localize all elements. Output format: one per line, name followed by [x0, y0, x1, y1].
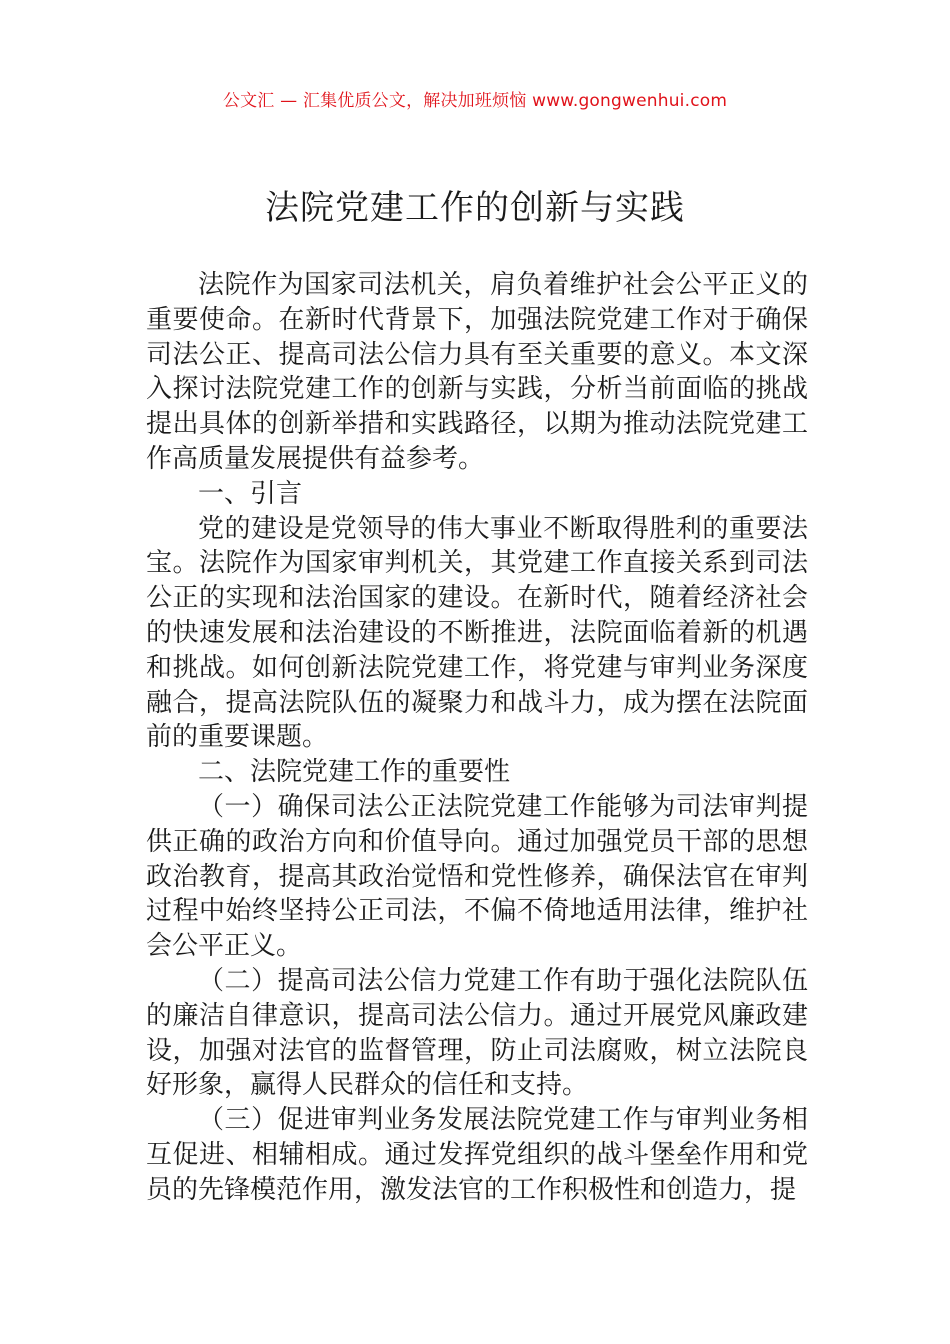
paragraph-judicial-fairness: （一）确保司法公正法院党建工作能够为司法审判提供正确的政治方向和价值导向。通过加强党员干部的思想政治教育，提高其政治觉悟和党性修养，确保法官在审判过程中始终坚持公正司法，不偏不倚地适用法律，维护社会公平正义。	[146, 791, 808, 962]
paragraph-introduction: 党的建设是党领导的伟大事业不断取得胜利的重要法宝。法院作为国家审判机关，其党建工作直接关系到司法公正的实现和法治国家的建设。在新时代，随着经济社会的快速发展和法治建设的不断推进，法院面临着新的机遇和挑战。如何创新法院党建工作，将党建与审判业务深度融合，提高法院队伍的凝聚力和战斗力，成为摆在法院面前的重要课题。	[146, 513, 808, 753]
document-body	[146, 268, 808, 1208]
paragraph-abstract: 法院作为国家司法机关，肩负着维护社会公平正义的重要使命。在新时代背景下，加强法院党建工作对于确保司法公正、提高司法公信力具有至关重要的意义。本文深入探讨法院党建工作的创新与实践，分析当前面临的挑战提出具体的创新举措和实践路径，以期为推动法院党建工作高质量发展提供有益参考。	[146, 270, 808, 474]
paragraph-trial-development: （三）促进审判业务发展法院党建工作与审判业务相互促进、相辅相成。通过发挥党组织的战斗堡垒作用和党员的先锋模范作用，激发法官的工作积极性和创造力，提	[146, 1105, 808, 1205]
paragraph-judicial-credibility: （二）提高司法公信力党建工作有助于强化法院队伍的廉洁自律意识，提高司法公信力。通过开展党风廉政建设，加强对法官的监督管理，防止司法腐败，树立法院良好形象，赢得人民群众的信任和支持。	[146, 965, 808, 1101]
document-title: 法院党建工作的创新与实践	[265, 188, 685, 228]
section-heading-importance: 二、法院党建工作的重要性	[198, 757, 511, 788]
header-banner: 公文汇 — 汇集优质公文，解决加班烦恼 www.gongwenhui.com	[222, 91, 728, 111]
section-heading-introduction: 一、引言	[198, 478, 303, 509]
